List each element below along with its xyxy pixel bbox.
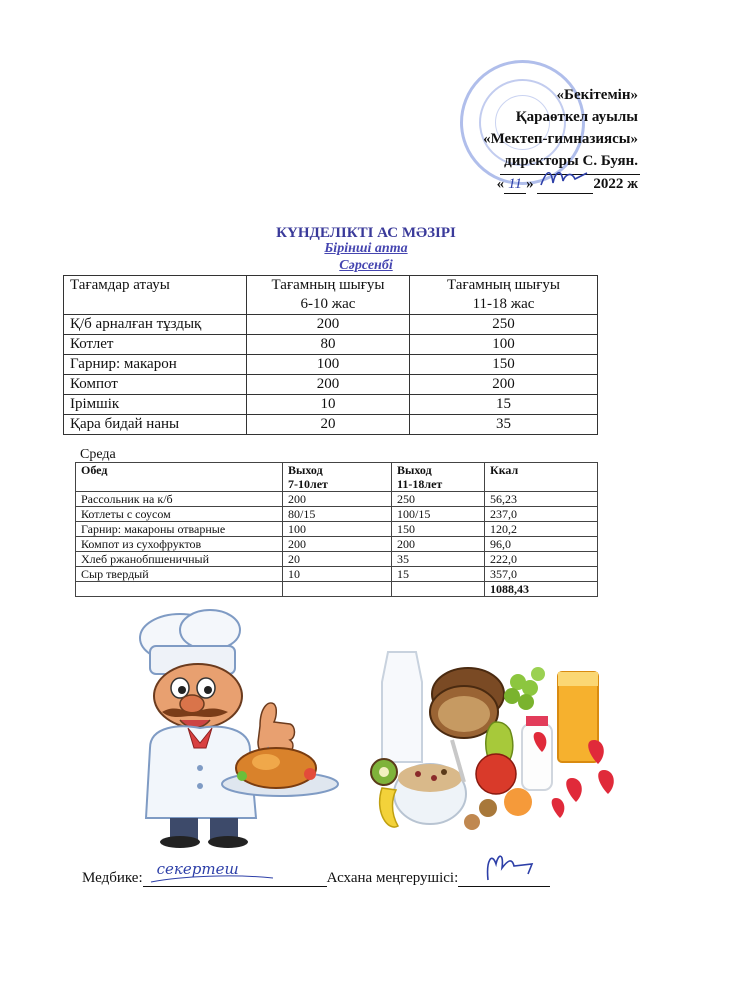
meal-name: Хлеб ржанобпшеничный [76,552,283,567]
portion-young: 100 [247,355,410,375]
col-portion-old-title: Тағамның шығуы [447,277,560,293]
table-row [64,415,598,435]
yield-old: 150 [392,522,485,537]
yield-old: 100/15 [392,507,485,522]
portion-young: 10 [247,395,410,415]
signature-row [82,860,550,887]
dish-name: Компот [64,375,247,395]
table-row [76,552,598,567]
col-yield-old-age: 11-18лет [397,477,443,491]
date-year: 2022 ж [593,176,638,192]
table-row [76,522,598,537]
date-open-quote: « [496,176,505,192]
menu-title: КҮНДЕЛІКТІ АС МӘЗІРІ [276,225,456,241]
chef-signature-line [458,870,550,887]
table-row [76,567,598,582]
day-label: Сәрсенбі [339,258,393,273]
table-row [64,375,598,395]
yield-old: 15 [392,567,485,582]
dish-name: Қ/б арналған тұздық [64,315,247,335]
col-yield-old-title: Выход [397,463,432,477]
dish-name: Ірімшік [64,395,247,415]
yield-young: 20 [283,552,392,567]
total-kcal: 1088,43 [485,582,598,597]
yield-young: 100 [283,522,392,537]
kcal: 56,23 [485,492,598,507]
yield-young: 80/15 [283,507,392,522]
ru-table-caption: Среда [80,447,116,462]
col-yield-young [283,463,392,492]
kcal: 222,0 [485,552,598,567]
col-yield-old [392,463,485,492]
portion-old: 15 [410,395,598,415]
yield-old: 35 [392,552,485,567]
table-row [64,395,598,415]
food-illustration [368,612,620,850]
meal-name: Рассольник на к/б [76,492,283,507]
approval-line-4: директоры С. Буян. [504,153,638,169]
chef-illustration [110,608,340,848]
portion-young: 80 [247,335,410,355]
approval-line-1: «Бекітемін» [556,87,638,103]
yield-young: 200 [283,492,392,507]
meal-name: Сыр твердый [76,567,283,582]
nurse-signature: секертеш [156,860,239,878]
director-signature [537,179,593,194]
approval-line-2: Қараөткел ауылы [515,109,638,125]
chef-signature [458,850,550,884]
col-portion-young [247,276,410,315]
total-row [76,582,598,597]
kcal: 357,0 [485,567,598,582]
yield-old: 200 [392,537,485,552]
yield-old: 250 [392,492,485,507]
approval-date [497,176,638,194]
portion-young: 200 [247,375,410,395]
yield-young: 10 [283,567,392,582]
col-kcal: Ккал [485,463,598,492]
approval-line-3: «Мектеп-гимназиясы» [483,131,638,147]
ru-menu-table [75,462,598,597]
meal-name: Гарнир: макароны отварные [76,522,283,537]
date-close-quote: » [526,176,534,192]
total-empty [283,582,392,597]
portion-young: 20 [247,415,410,435]
kcal: 120,2 [485,522,598,537]
table-row [64,315,598,335]
table-row [76,492,598,507]
total-empty [76,582,283,597]
table-row [64,355,598,375]
total-empty [392,582,485,597]
kz-menu-table [63,275,598,435]
kcal: 96,0 [485,537,598,552]
col-dish-name: Тағамдар атауы [64,276,247,315]
date-day: 11 [504,176,526,194]
table-header-row [64,276,598,315]
table-row [76,507,598,522]
dish-name: Гарнир: макарон [64,355,247,375]
table-header-row [76,463,598,492]
nurse-signature-line [143,860,327,887]
meal-name: Котлеты с соусом [76,507,283,522]
yield-young: 200 [283,537,392,552]
nurse-label: Медбике: [82,870,143,886]
portion-old: 250 [410,315,598,335]
chef-label: Асхана меңгерушісі: [326,870,459,886]
col-portion-young-title: Тағамның шығуы [271,277,385,293]
col-portion-old [410,276,598,315]
portion-old: 200 [410,375,598,395]
kcal: 237,0 [485,507,598,522]
portion-old: 150 [410,355,598,375]
dish-name: Қара бидай наны [64,415,247,435]
col-meal: Обед [76,463,283,492]
meal-name: Компот из сухофруктов [76,537,283,552]
col-portion-young-age: 6-10 жас [300,296,356,312]
col-yield-young-age: 7-10лет [288,477,328,491]
portion-old: 100 [410,335,598,355]
approval-block [483,84,638,172]
table-row [76,537,598,552]
portion-old: 35 [410,415,598,435]
week-label: Бірінші апта [324,241,408,256]
table-row [64,335,598,355]
col-yield-young-title: Выход [288,463,323,477]
dish-name: Котлет [64,335,247,355]
col-portion-old-age: 11-18 жас [472,296,535,312]
portion-young: 200 [247,315,410,335]
